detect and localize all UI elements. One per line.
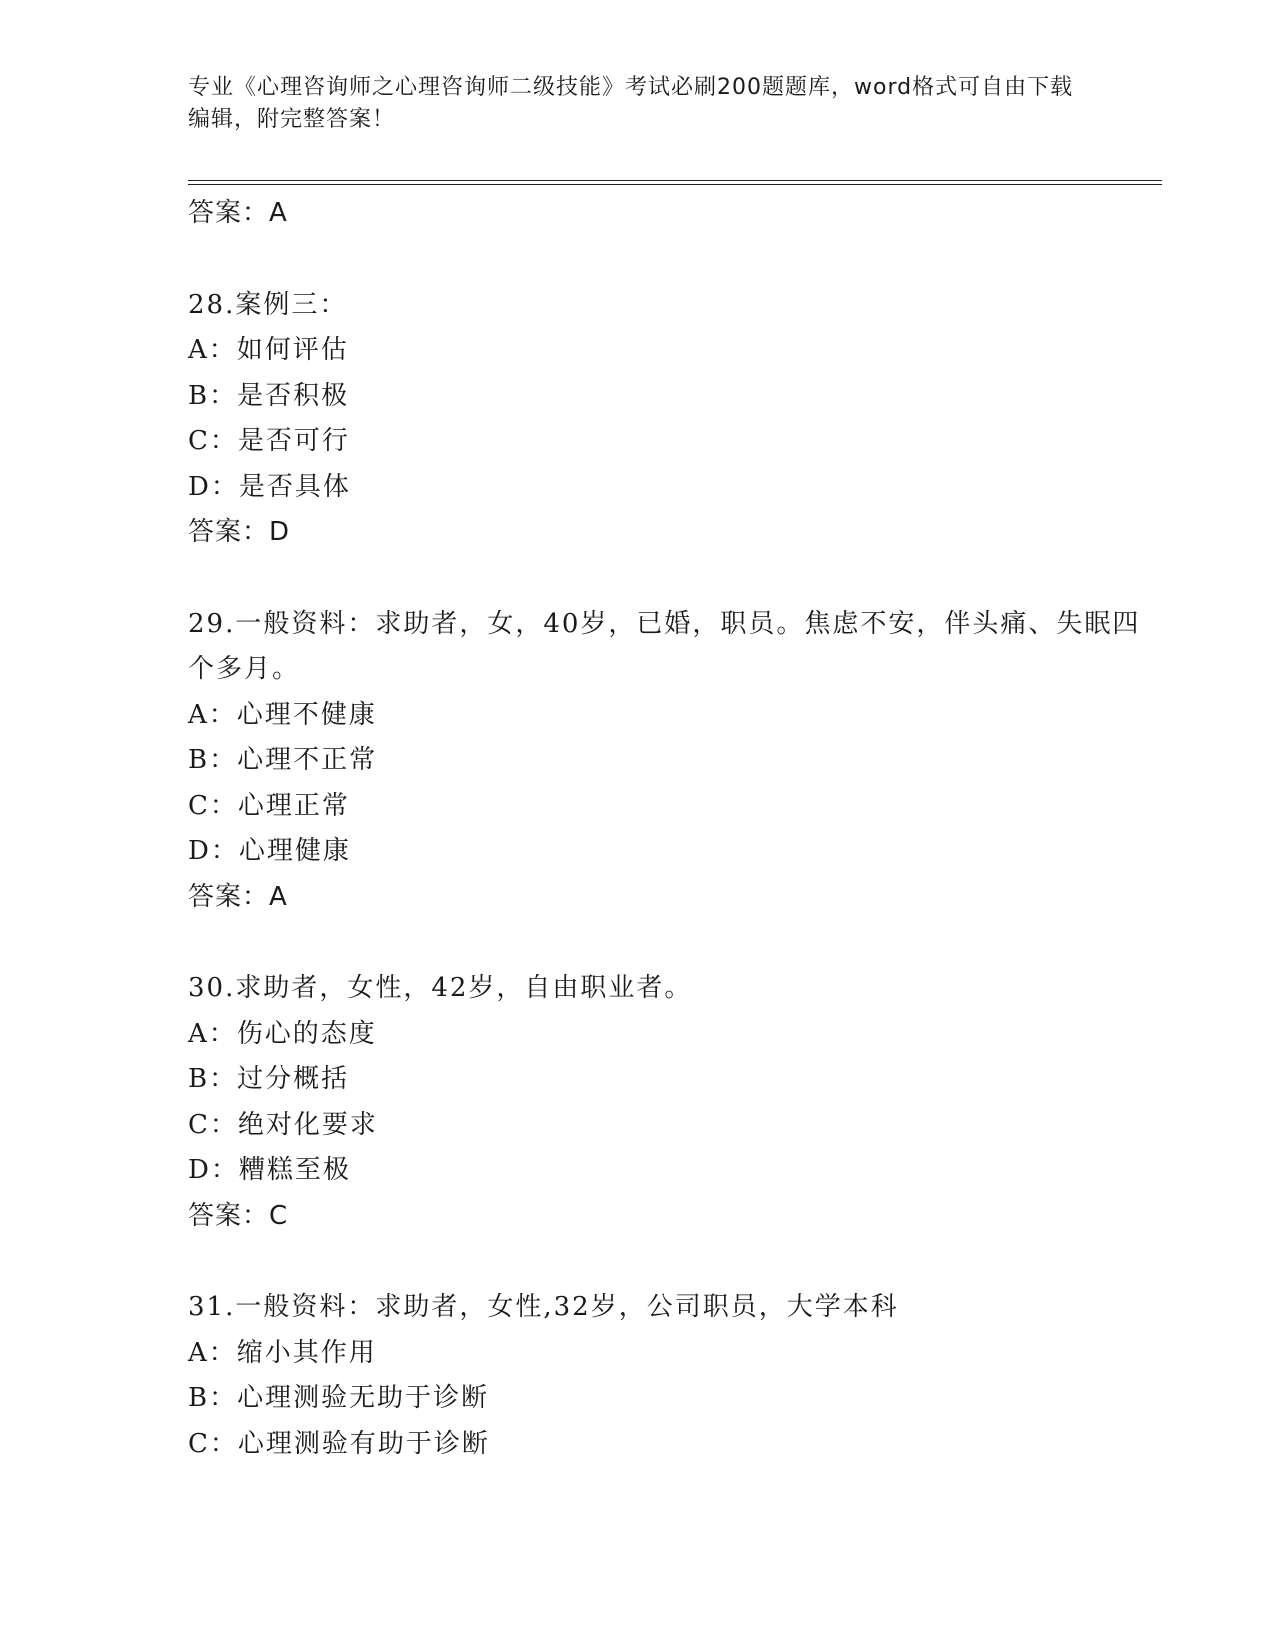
- option-a: A：心理不健康: [188, 699, 377, 730]
- answer-line: 答案：D: [188, 517, 291, 547]
- option-b: B：心理不正常: [188, 745, 378, 775]
- question-stem: 30.求助者，女性，42岁，自由职业者。: [188, 973, 693, 1003]
- question-block: [188, 602, 1148, 921]
- spacer: [188, 556, 1148, 602]
- option-c: C：心理正常: [188, 790, 350, 821]
- question-stem: 28.案例三：: [188, 289, 348, 320]
- question-block: [188, 283, 1148, 556]
- answer-line: 答案：C: [188, 1200, 289, 1231]
- option-a: A：如何评估: [188, 335, 349, 365]
- option-b: B：心理测验无助于诊断: [188, 1383, 490, 1413]
- option-a: A：缩小其作用: [188, 1337, 377, 1368]
- option-c: C：绝对化要求: [188, 1109, 378, 1140]
- question-stem: 29.一般资料：求助者，女，40岁，已婚，职员。焦虑不安，伴头痛、失眠四个多月。: [188, 608, 1141, 684]
- option-a: A：伤心的态度: [188, 1018, 377, 1049]
- answer-line: 答案：A: [188, 198, 288, 228]
- header-description: 专业《心理咨询师之心理咨询师二级技能》考试必刷200题题库，word格式可自由下载编辑，附完整答案！: [188, 75, 1074, 132]
- question-block: [188, 966, 1148, 1239]
- option-d: D：心理健康: [188, 836, 351, 866]
- question-block: [188, 1285, 1148, 1467]
- header-double-rule: [188, 180, 1162, 185]
- option-c: C：心理测验有助于诊断: [188, 1428, 490, 1459]
- answer-line: 答案：A: [188, 881, 288, 912]
- option-d: D：糟糕至极: [188, 1155, 351, 1185]
- spacer: [188, 237, 1148, 283]
- question-content: [188, 191, 1148, 1467]
- spacer: [188, 920, 1148, 966]
- option-b: B：过分概括: [188, 1064, 350, 1094]
- spacer: [188, 1239, 1148, 1285]
- option-c: C：是否可行: [188, 426, 350, 456]
- question-stem: 31.一般资料：求助者，女性,32岁，公司职员，大学本科: [188, 1292, 899, 1322]
- option-d: D：是否具体: [188, 471, 351, 502]
- option-b: B：是否积极: [188, 380, 350, 411]
